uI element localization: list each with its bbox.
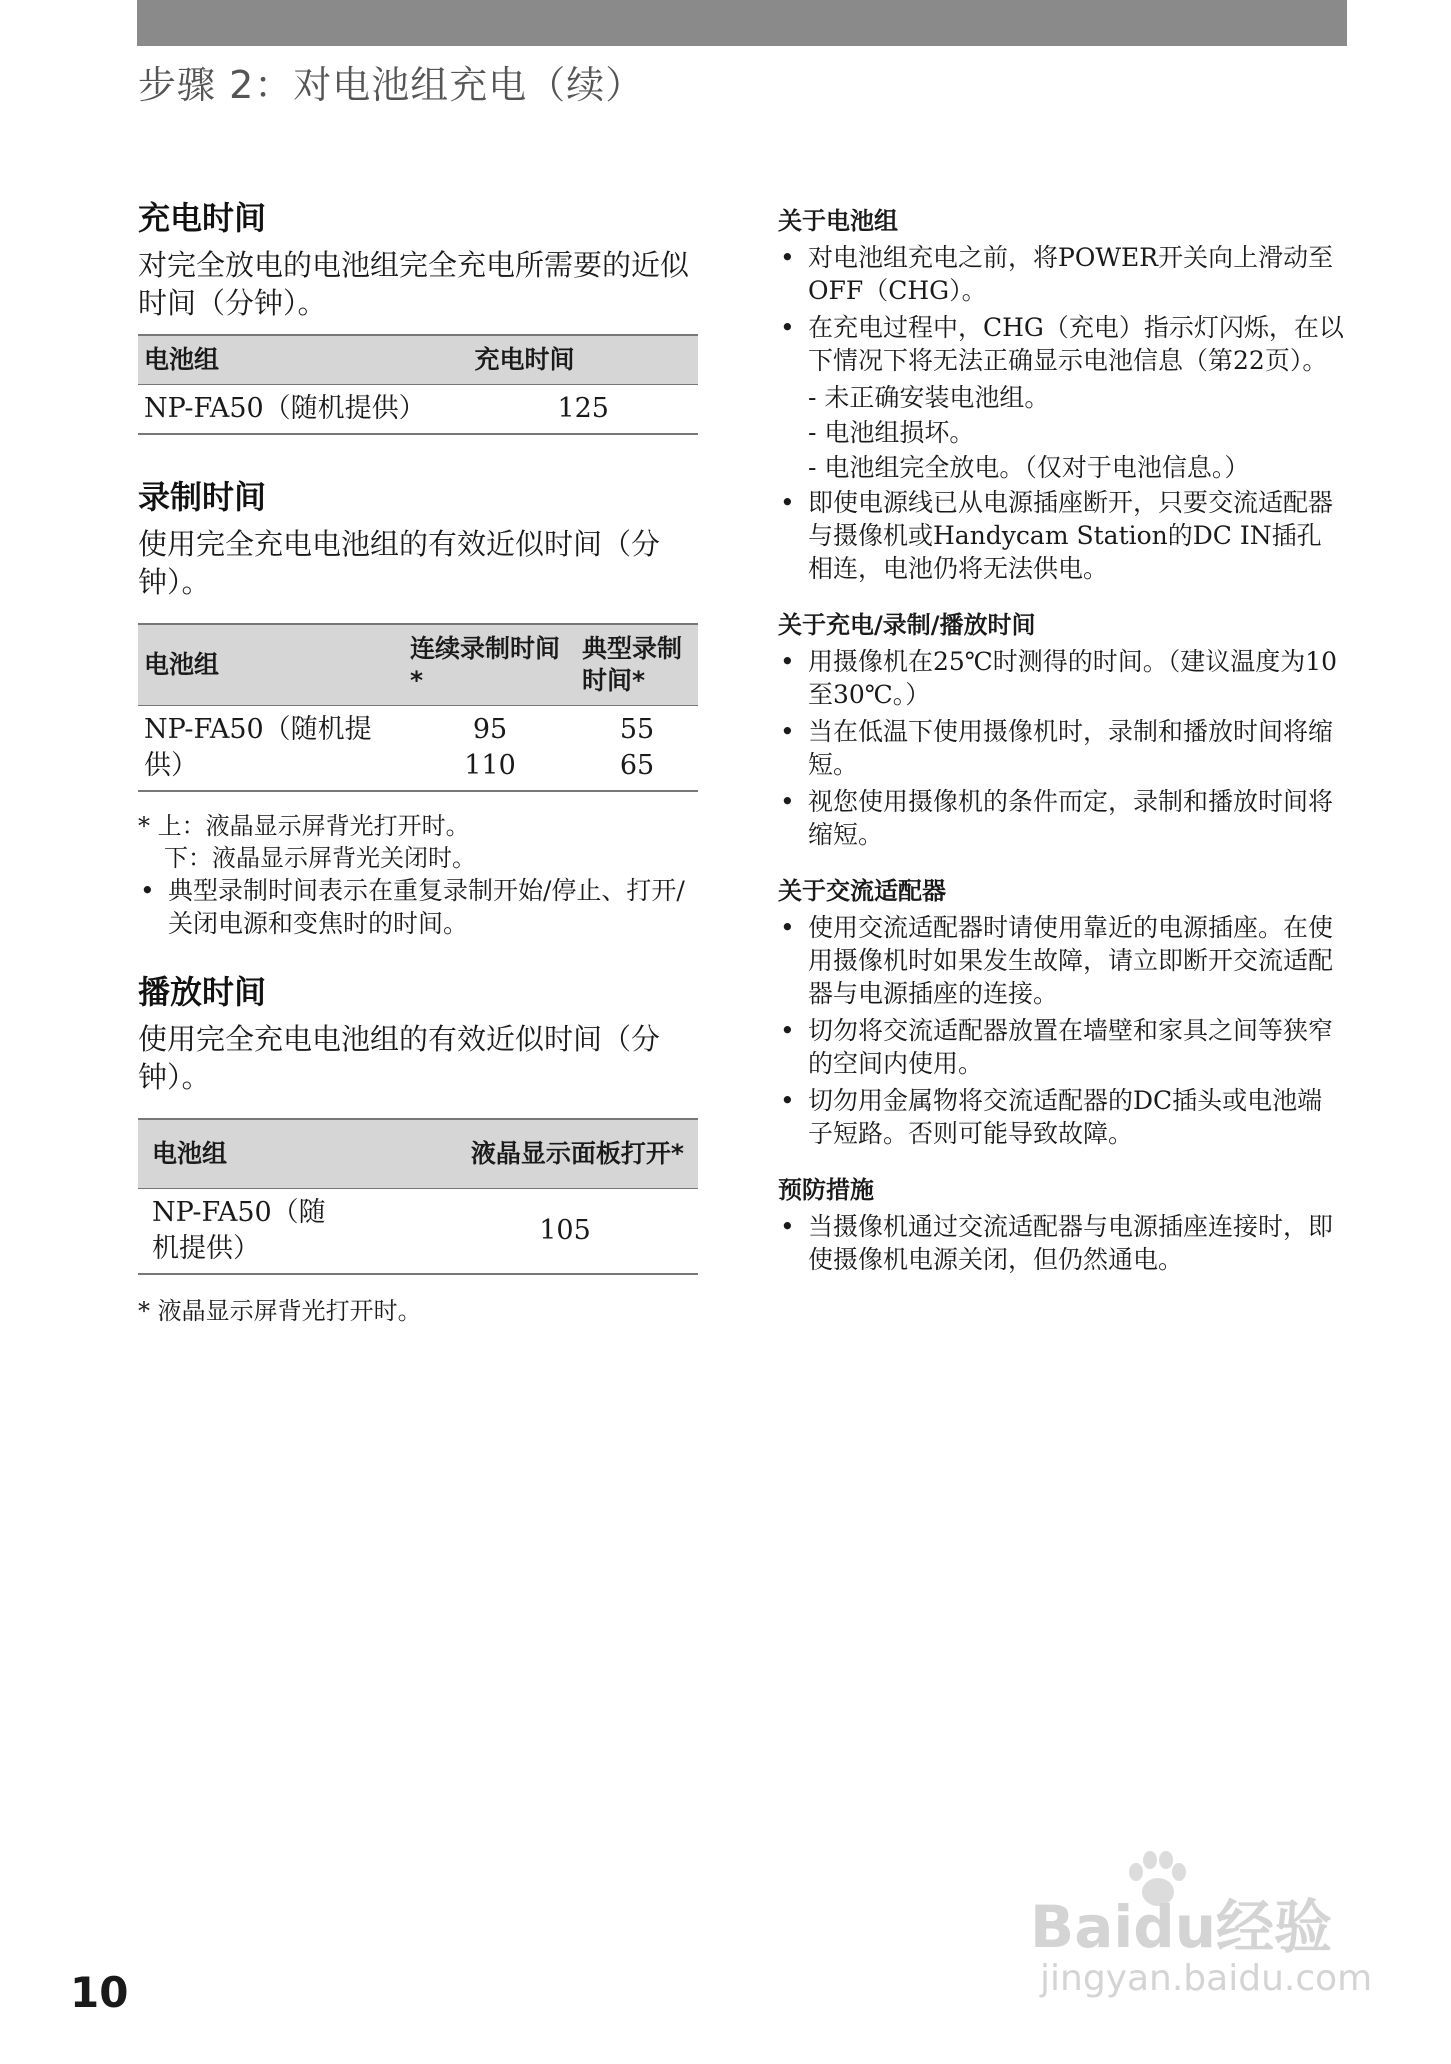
col-battery: 电池组 [138, 1119, 358, 1189]
record-time-table [138, 623, 698, 792]
playback-time-title: 播放时间 [138, 973, 267, 1011]
left-column [138, 196, 698, 1327]
footnote: * 上：液晶显示屏背光打开时。 [138, 812, 470, 840]
charge-time-value: 125 [468, 385, 698, 435]
col-battery: 电池组 [138, 335, 468, 385]
battery-model: NP-FA50（随机提供） [138, 1189, 358, 1275]
playback-time-table [138, 1118, 698, 1275]
playback-time-desc: 使用完全充电电池组的有效近似时间（分钟）。 [138, 1022, 661, 1094]
col-continuous: 连续录制时间* [404, 624, 576, 706]
battery-model: NP-FA50（随机提供） [138, 385, 468, 435]
sub-item: - 电池组损坏。 [808, 418, 975, 447]
note-item: • 用摄像机在25℃时测得的时间。（建议温度为10至30℃。） [778, 645, 1346, 711]
note-item: • 在充电过程中，CHG（充电）指示灯闪烁，在以下情况下将无法正确显示电池信息（第22页）。 [778, 311, 1346, 377]
playback-value: 105 [358, 1189, 698, 1275]
charge-time-desc: 对完全放电的电池组完全充电所需要的近似时间（分钟）。 [138, 248, 690, 320]
continuous-values: 95 110 [404, 706, 576, 792]
times-notes-title: 关于充电/录制/播放时间 [778, 611, 1036, 639]
record-time-title: 录制时间 [138, 478, 267, 516]
col-battery: 电池组 [138, 624, 404, 706]
page-title: 步骤 2：对电池组充电（续） [138, 63, 645, 107]
record-time-desc: 使用完全充电电池组的有效近似时间（分钟）。 [138, 527, 661, 599]
right-column [778, 205, 1346, 1300]
watermark-brand: Baidu经验 [1030, 1893, 1333, 1961]
note-item: • 使用交流适配器时请使用靠近的电源插座。在使用摄像机时如果发生故障，请立即断开交流适配器与电源插座的连接。 [778, 911, 1346, 1010]
typical-values: 55 65 [576, 706, 698, 792]
watermark-url: jingyan.baidu.com [1040, 1958, 1373, 1999]
table-row [138, 385, 698, 435]
charge-time-table [138, 334, 698, 435]
charge-time-title: 充电时间 [138, 199, 267, 237]
caution-title: 预防措施 [778, 1176, 874, 1204]
top-bar [137, 0, 1347, 46]
note-item: • 即使电源线已从电源插座断开，只要交流适配器与摄像机或Handycam Station的DC IN插孔相连，电池仍将无法供电。 [778, 486, 1346, 585]
sub-item: - 电池组完全放电。（仅对于电池信息。） [808, 453, 1250, 482]
table-row [138, 1189, 698, 1275]
battery-notes-title: 关于电池组 [778, 207, 898, 235]
note-item: • 切勿将交流适配器放置在墙壁和家具之间等狭窄的空间内使用。 [778, 1014, 1346, 1080]
col-charge-time: 充电时间 [468, 335, 698, 385]
col-lcd-open: 液晶显示面板打开* [358, 1119, 698, 1189]
adapter-notes-title: 关于交流适配器 [778, 877, 946, 905]
note-item: • 切勿用金属物将交流适配器的DC插头或电池端子短路。否则可能导致故障。 [778, 1084, 1346, 1150]
sub-item: - 未正确安装电池组。 [808, 383, 1050, 412]
note-item: • 当在低温下使用摄像机时，录制和播放时间将缩短。 [778, 715, 1346, 781]
note-item: • 视您使用摄像机的条件而定，录制和播放时间将缩短。 [778, 785, 1346, 851]
note-item: • 当摄像机通过交流适配器与电源插座连接时，即使摄像机电源关闭，但仍然通电。 [778, 1210, 1346, 1276]
note-item: • 对电池组充电之前，将POWER开关向上滑动至OFF（CHG）。 [778, 241, 1346, 307]
battery-model: NP-FA50（随机提供） [138, 706, 404, 792]
note-item: • 典型录制时间表示在重复录制开始/停止、打开/关闭电源和变焦时的时间。 [138, 874, 698, 940]
table-row [138, 706, 698, 792]
col-typical: 典型录制时间* [576, 624, 698, 706]
footnote: 下：液晶显示屏背光关闭时。 [164, 844, 476, 872]
page-number: 10 [70, 1968, 129, 2017]
footnote: * 液晶显示屏背光打开时。 [138, 1297, 422, 1325]
